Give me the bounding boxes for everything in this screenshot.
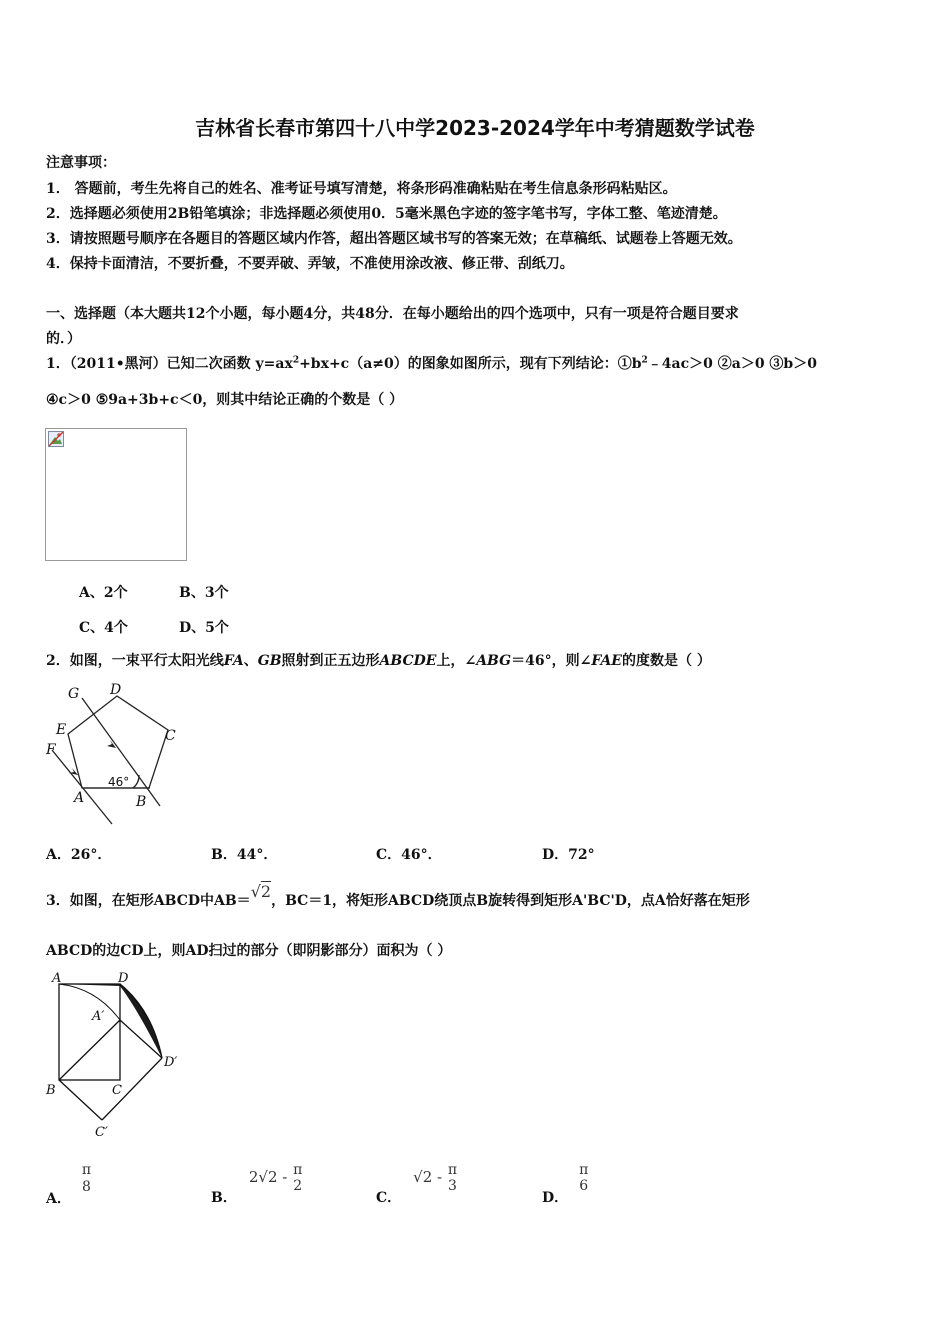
label-f: F <box>46 742 56 758</box>
q3-option-b: B．2√2 - π 2 <box>211 1162 303 1207</box>
label-c: C <box>112 1083 122 1098</box>
label-a: A <box>52 971 62 986</box>
line-ba1 <box>59 1020 120 1080</box>
q3-c-pre: √2 - <box>413 1168 447 1187</box>
q2-pentagon-figure <box>40 678 190 828</box>
q2-option-a: A．26°． <box>46 847 112 863</box>
q1-option-a: A、2个 <box>79 585 128 601</box>
q3-option-a: A． π 8 <box>46 1162 92 1207</box>
note-item-2: 2．选择题必须使用2B铅笔填涂；非选择题必须使用0．5毫米黑色字迹的签字笔书写，字体工整、笔迹清楚。 <box>46 206 727 222</box>
q1-sup-1: 2 <box>292 355 300 366</box>
q3-a-num: π <box>81 1162 92 1178</box>
q2-text-4: 上，∠ <box>436 653 477 669</box>
label-d: D <box>110 682 122 698</box>
note-item-1: 1． 答题前，考生先将自己的姓名、准考证号填写清楚，将条形码准确粘贴在考生信息条形码粘贴区。 <box>46 181 677 197</box>
q3-a-den: 8 <box>82 1179 91 1196</box>
q2-text-1: 2．如图，一束平行太阳光线 <box>46 653 224 669</box>
q1-text-c: ﹣4ac＞0 ②a＞0 ③b＞0 <box>647 356 817 372</box>
q2-option-d: D．72° <box>542 847 595 863</box>
q3-text-b: ，BC＝1，将矩形ABCD绕顶点B旋转得到矩形A'BC'D，点A恰好落在矩形 <box>271 893 750 909</box>
q1-option-d: D、5个 <box>179 620 229 636</box>
q1-option-b: B、3个 <box>179 585 229 601</box>
q1-text-a: 1．（2011•黑河）已知二次函数 y=ax <box>46 356 293 372</box>
broken-image-icon <box>48 431 64 447</box>
notes-heading: 注意事项： <box>46 155 116 171</box>
q3-d-den: 6 <box>579 1178 589 1195</box>
label-a: A <box>74 790 85 806</box>
q2-option-b: B．44°． <box>211 847 278 863</box>
q3-b-pre: 2√2 - <box>248 1168 293 1187</box>
q1-text-b: +bx+c（a≠0）的图象如图所示，现有下列结论：①b <box>299 356 642 372</box>
label-g: G <box>68 686 80 702</box>
q1-option-c: C、4个 <box>79 620 128 636</box>
arc-aa1 <box>59 984 120 1020</box>
q2-stem <box>46 650 711 670</box>
q3-b-num: π <box>293 1162 303 1178</box>
label-d-prime: D′ <box>164 1055 178 1070</box>
q2-text-5: ＝46°，则∠ <box>511 653 592 669</box>
q3-c-num: π <box>447 1162 458 1178</box>
sunray-gb <box>82 698 160 806</box>
q2-text-3: 照射到正五边形 <box>281 653 380 669</box>
section-heading-line2: 的．） <box>46 331 81 347</box>
label-c: C <box>165 728 176 744</box>
sunray-fa <box>52 750 112 824</box>
arc-dd1 <box>120 984 162 1058</box>
q2-var-fa: FA <box>223 653 244 669</box>
label-c-prime: C′ <box>95 1125 108 1140</box>
page-title: 吉林省长春市第四十八中学2023-2024学年中考猜题数学试卷 <box>195 116 755 140</box>
q1-stem-line1 <box>46 353 817 373</box>
label-b: B <box>46 1083 56 1098</box>
q2-option-c: C．46°． <box>376 847 442 863</box>
q3-option-d: D． π 6 <box>542 1162 589 1207</box>
q2-var-gb: GB <box>257 653 282 669</box>
q3-b-den: 2 <box>293 1178 303 1195</box>
note-item-3: 3．请按照题号顺序在各题目的答题区域内作答，超出答题区域书写的答案无效；在草稿纸、试题卷上答题无效。 <box>46 231 742 247</box>
q3-c-den: 3 <box>448 1178 457 1195</box>
note-item-4: 4．保持卡面清洁，不要折叠，不要弄破、弄皱，不准使用涂改液、修正带、刮纸刀。 <box>46 256 574 272</box>
q1-sup-2: 2 <box>641 355 648 366</box>
q1-graph-image-placeholder <box>45 428 187 561</box>
label-e: E <box>56 722 67 738</box>
q3-d-num: π <box>579 1162 589 1178</box>
rect-abcd <box>59 984 120 1080</box>
q2-var-abg: ABG <box>476 653 512 669</box>
q3-option-c: C．√2 - π 3 <box>376 1162 458 1207</box>
section-heading-line1: 一、选择题（本大题共12个小题，每小题4分，共48分．在每小题给出的四个选项中，只有一项是符合题目要求 <box>46 306 739 322</box>
q2-text-6: 的度数是（ ） <box>621 653 711 669</box>
label-a-prime: A′ <box>92 1009 105 1024</box>
q2-var-fae: FAE <box>591 653 622 669</box>
q3-rectangle-figure <box>40 970 190 1140</box>
q2-text-2: 、 <box>243 653 258 669</box>
line-bc1 <box>59 1080 102 1120</box>
q1-stem-line2: ④c＞0 ⑤9a+3b+c＜0，则其中结论正确的个数是（ ） <box>46 392 404 408</box>
label-angle-46: 46° <box>108 775 130 789</box>
q3-sqrt-2: √2 <box>250 882 272 901</box>
q3-text-a: 3．如图，在矩形ABCD中AB＝ <box>46 893 251 909</box>
angle-arc <box>133 775 139 788</box>
q3-stem-line2: ABCD的边CD上，则AD扫过的部分（即阴影部分）面积为（ ） <box>46 943 452 959</box>
line-c1d1 <box>102 1058 162 1120</box>
label-d: D <box>118 971 129 986</box>
shaded-region <box>59 984 162 1058</box>
q3-stem-line1 <box>46 882 750 910</box>
q2-var-abcde: ABCDE <box>379 653 437 669</box>
label-b: B <box>136 794 147 810</box>
